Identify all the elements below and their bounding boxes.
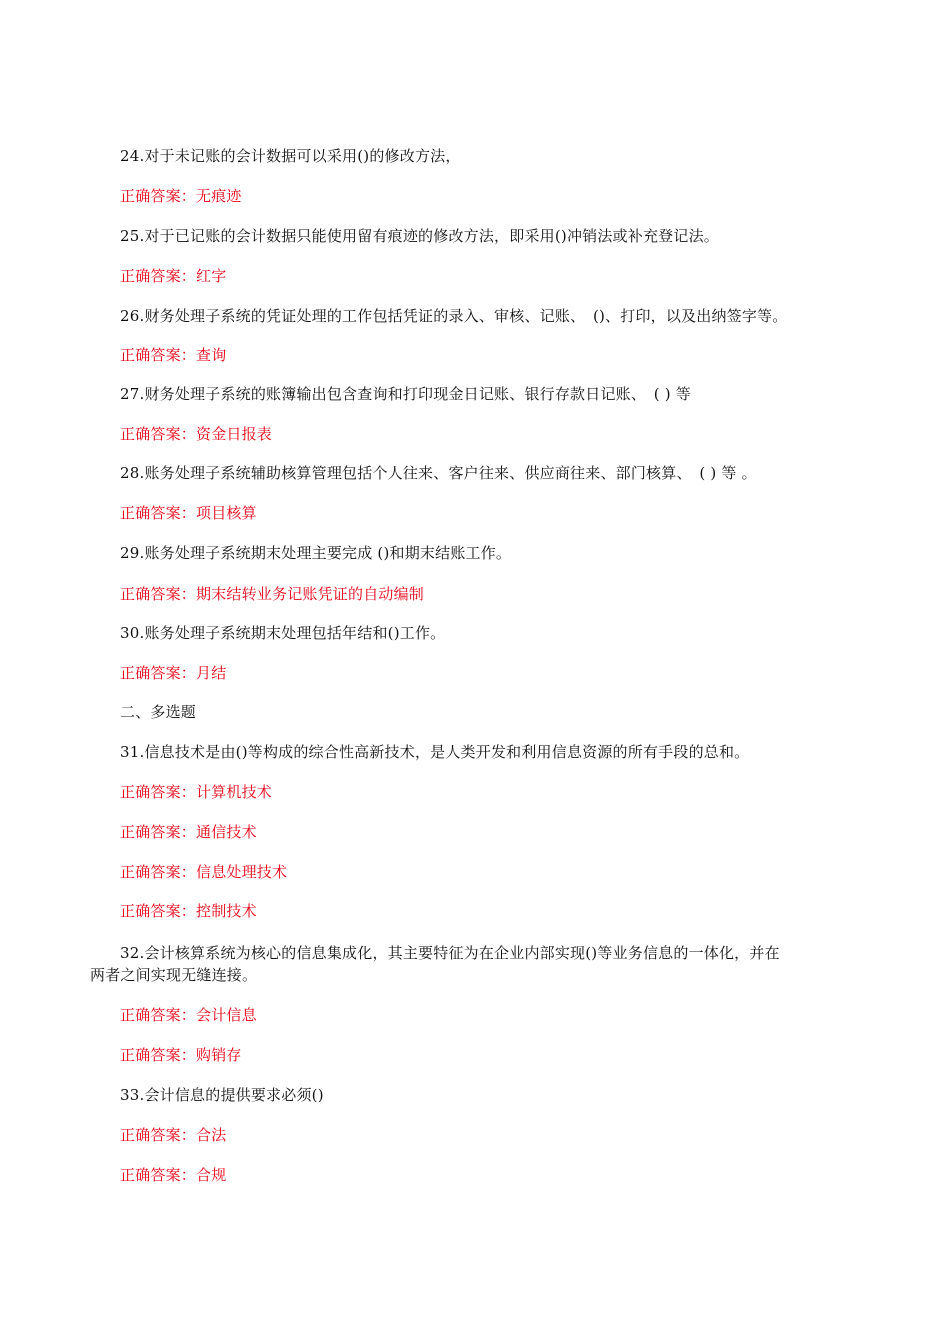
answer-25: 正确答案：红字: [120, 267, 227, 285]
question-31: 31.信息技术是由()等构成的综合性高新技术，是人类开发和利用信息资源的所有手段的总和。: [120, 743, 750, 761]
answer-32-a: 正确答案：会计信息: [120, 1006, 257, 1024]
question-32: 32.会计核算系统为核心的信息集成化，其主要特征为在企业内部实现()等业务信息的一体化，并在: [120, 944, 780, 962]
answer-30: 正确答案：月结: [120, 664, 227, 682]
answer-26: 正确答案：查询: [120, 346, 227, 364]
answer-32-b: 正确答案：购销存: [120, 1046, 242, 1064]
question-29: 29.账务处理子系统期末处理主要完成 ()和期末结账工作。: [120, 544, 512, 562]
answer-31-a: 正确答案：计算机技术: [120, 783, 273, 801]
answer-31-c: 正确答案：信息处理技术: [120, 863, 288, 881]
answer-28: 正确答案：项目核算: [120, 504, 257, 522]
answer-29: 正确答案：期末结转业务记账凭证的自动编制: [120, 585, 425, 603]
question-25: 25.对于已记账的会计数据只能使用留有痕迹的修改方法，即采用()冲销法或补充登记法。: [120, 227, 719, 245]
section-heading: 二、多选题: [120, 703, 197, 721]
question-33: 33.会计信息的提供要求必须(): [120, 1086, 324, 1104]
answer-33-b: 正确答案：合规: [120, 1166, 227, 1184]
question-26: 26.财务处理子系统的凭证处理的工作包括凭证的录入、审核、记账、 ()、打印，以及出纳签字等。: [120, 307, 788, 325]
question-28: 28.账务处理子系统辅助核算管理包括个人往来、客户往来、供应商往来、部门核算、 ( ) 等 。: [120, 464, 757, 482]
question-30: 30.账务处理子系统期末处理包括年结和()工作。: [120, 624, 446, 642]
answer-31-b: 正确答案：通信技术: [120, 823, 257, 841]
question-24: 24.对于未记账的会计数据可以采用()的修改方法，: [120, 147, 461, 165]
answer-27: 正确答案：资金日报表: [120, 425, 273, 443]
answer-24: 正确答案：无痕迹: [120, 187, 242, 205]
answer-31-d: 正确答案：控制技术: [120, 902, 257, 920]
answer-33-a: 正确答案：合法: [120, 1126, 227, 1144]
question-27: 27.财务处理子系统的账簿输出包含查询和打印现金日记账、银行存款日记账、 ( ) 等: [120, 385, 691, 403]
question-32-continued: 两者之间实现无缝连接。: [90, 966, 258, 984]
